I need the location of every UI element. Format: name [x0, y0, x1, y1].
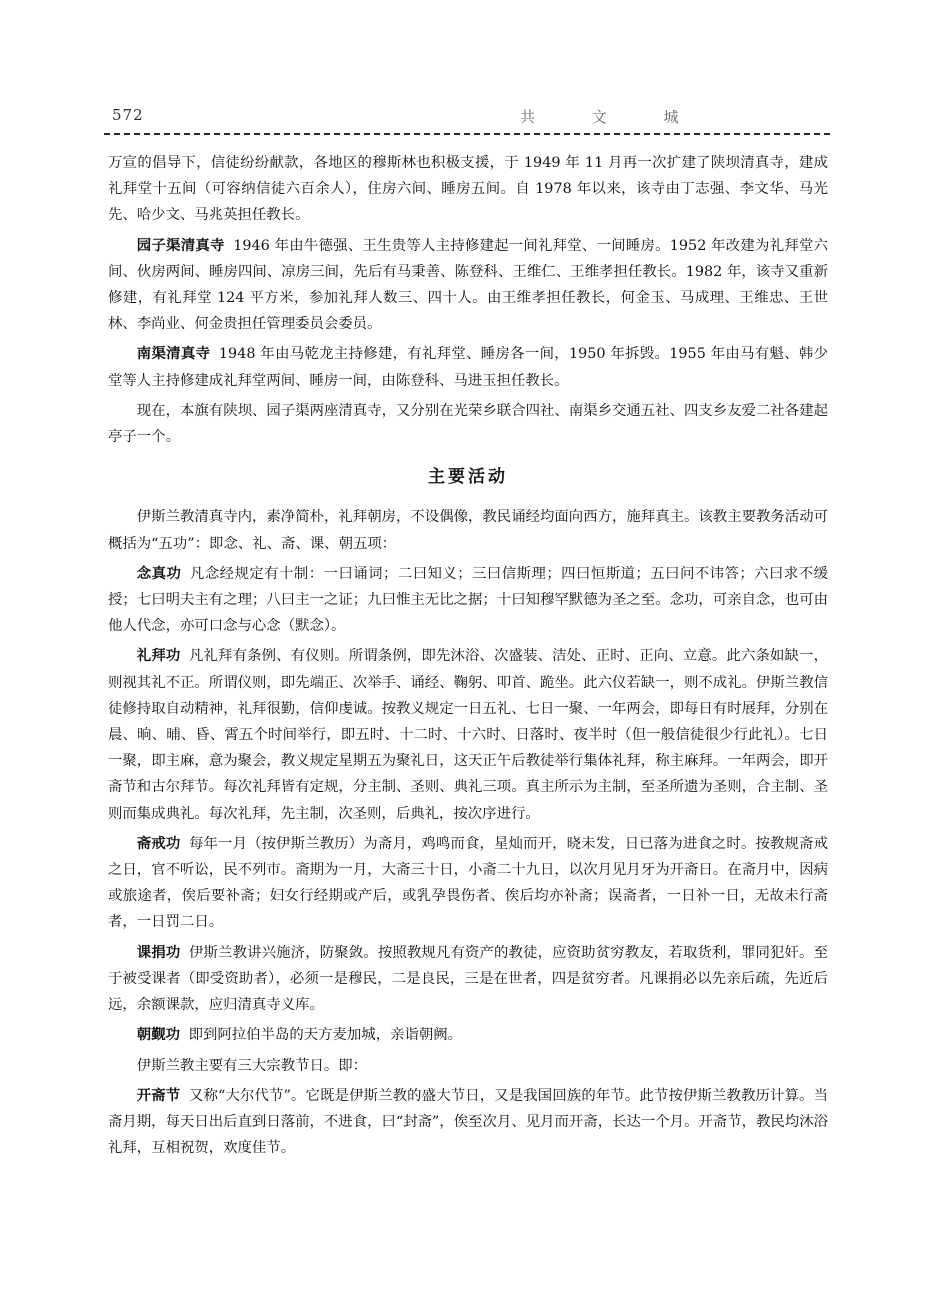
paragraph — [108, 561, 828, 640]
paragraph — [108, 1022, 828, 1048]
paragraph-text: 1948 年由马乾龙主持修建，有礼拜堂、睡房各一间，1950 年拆毁。1955 年由马有魁、韩少堂等人主持修建成礼拜堂两间、睡房一间，由陈登科、马进玉担任教长。 — [108, 346, 828, 389]
paragraph-text: 伊斯兰教讲兴施济，防聚敛。按照教规凡有资产的教徒，应资助贫穷教友，若取货利，罪同犯奸。至于被受课者（即受资助者），必须一是穆民，二是良民，三是在世者，四是贫穷者。凡课捐必以先亲后疏，先近后远，余额课款，应归清真寺义库。 — [108, 944, 828, 1014]
paragraph-term: 朝觐功 — [136, 1026, 180, 1044]
paragraph-term: 南渠清真寺 — [136, 345, 211, 363]
paragraph-term: 礼拜功 — [136, 647, 181, 665]
paragraph-term: 园子渠清真寺 — [136, 236, 225, 254]
paragraph — [108, 398, 828, 450]
paragraph-term: 开斋节 — [136, 1086, 181, 1104]
section-heading: 主要活动 — [428, 467, 508, 488]
paragraph — [108, 643, 828, 826]
paragraph — [108, 1083, 828, 1162]
paragraph-term: 斋戒功 — [136, 834, 181, 852]
paragraph — [108, 504, 828, 556]
header-rule — [104, 133, 830, 135]
paragraph-text: 万宣的倡导下，信徒纷纷献款，各地区的穆斯林也积极支援，于 1949 年 11 月再一次扩建了陕坝清真寺，建成礼拜堂十五间（可容纳信徒六百余人），住房六间、睡房五间。自 1978 年以来，该寺由丁志强、李文华、马光先、哈少文、马兆英担任教长。 — [108, 155, 828, 224]
paragraph — [108, 1053, 828, 1079]
paragraph — [108, 940, 828, 1019]
paragraph-text: 凡礼拜有条例、有仪则。所谓条例，即先沐浴、次盛装、洁处、正时、正向、立意。此六条如缺一，则视其礼不正。所谓仪则，即先端正、次举手、诵经、鞠躬、叩首、跪坐。此六仪若缺一，则不成礼。伊斯兰教信徒修持取自动精神，礼拜很勤，信仰虔诚。按教义规定一日五礼、七日一聚、一年两会，即每日有时展拜，分别在晨、晌、晡、昏、霄五个时间举行，即五时、十二时、十六时、日落时、夜半时（但一般信徒很少行此礼）。七日一聚，即主麻，意为聚会，教义规定星期五为聚礼日，这天正午后教徒举行集体礼拜，称主麻拜。一年两会，即开斋节和古尔拜节。每次礼拜皆有定规，分主制、圣则、典礼三项。真主所示为主制，至圣所遗为圣则，合主制、圣则而集成典礼。每次礼拜，先主制，次圣则，后典礼，按次序进行。 — [108, 648, 828, 822]
page-header — [108, 106, 830, 132]
paragraph-text: 伊斯兰教清真寺内，素净简朴，礼拜朝房，不设偶像，教民诵经均面向西方，施拜真主。该教主要教务活动可概括为“五功”：即念、礼、斋、课、朝五项： — [108, 509, 828, 552]
paragraph — [108, 831, 828, 936]
paragraph — [108, 233, 828, 338]
paragraph — [108, 341, 828, 393]
paragraph-text: 即到阿拉伯半岛的天方麦加城，亲诣朝阙。 — [188, 1027, 463, 1044]
paragraph-term: 念真功 — [136, 564, 182, 582]
page-number: 572 — [112, 106, 144, 124]
paragraph-text: 每年一月（按伊斯兰教历）为斋月，鸡鸣而食，星灿而开，晓未发，日已落为进食之时。按教规斋戒之日，官不听讼，民不列市。斋期为一月，大斋三十日，小斋二十九日，以次月见月牙为开斋日。在斋月中，因病或旅途者，俟后要补斋；妇女行经期或产后，或乳孕畏伤者、俟后均亦补斋；误斋者，一日补一日，无故未行斋者，一日罚二日。 — [108, 835, 828, 931]
paragraph-text: 1946 年由牛德强、王生贵等人主持修建起一间礼拜堂、一间睡房。1952 年改建为礼拜堂六间、伙房两间、睡房四间、凉房三间，先后有马秉善、陈登科、王维仁、王维孝担任教长。1982 年，该寺又重新修建，有礼拜堂 124 平方米，参加礼拜人数三、四十人。由王维孝担任教长，何金玉、马成理、王维忠、王世林、李尚业、何金贵担任管理委员会委员。 — [108, 237, 828, 333]
running-title: 共 文 城 — [520, 108, 705, 126]
paragraph-text: 又称“大尔代节”。它既是伊斯兰教的盛大节日，又是我国回族的年节。此节按伊斯兰教教历计算。当斋月期，每天日出后直到日落前，不进食，曰“封斋”，俟至次月、见月而开斋，长达一个月。开斋节，教民均沐浴礼拜，互相祝贺，欢度佳节。 — [108, 1087, 828, 1157]
paragraph-text: 凡念经规定有十制：一曰诵词；二曰知义；三曰信斯理；四曰恒斯道；五曰问不讳答；六曰求不缓授；七曰明夫主有之理；八曰主一之证；九曰惟主无比之据；十曰知穆罕默德为圣之至。念功，可亲自念，也可由他人代念，亦可口念与心念（默念）。 — [108, 565, 828, 635]
paragraph — [108, 150, 828, 229]
paragraph-text: 伊斯兰教主要有三大宗教节日。即： — [136, 1057, 368, 1074]
body-text — [108, 150, 828, 1165]
paragraph-text: 现在，本旗有陕坝、园子渠两座清真寺，又分别在光荣乡联合四社、南渠乡交通五社、四支乡友爱二社各建起亭子一个。 — [108, 402, 828, 446]
paragraph-term: 课捐功 — [136, 943, 181, 961]
